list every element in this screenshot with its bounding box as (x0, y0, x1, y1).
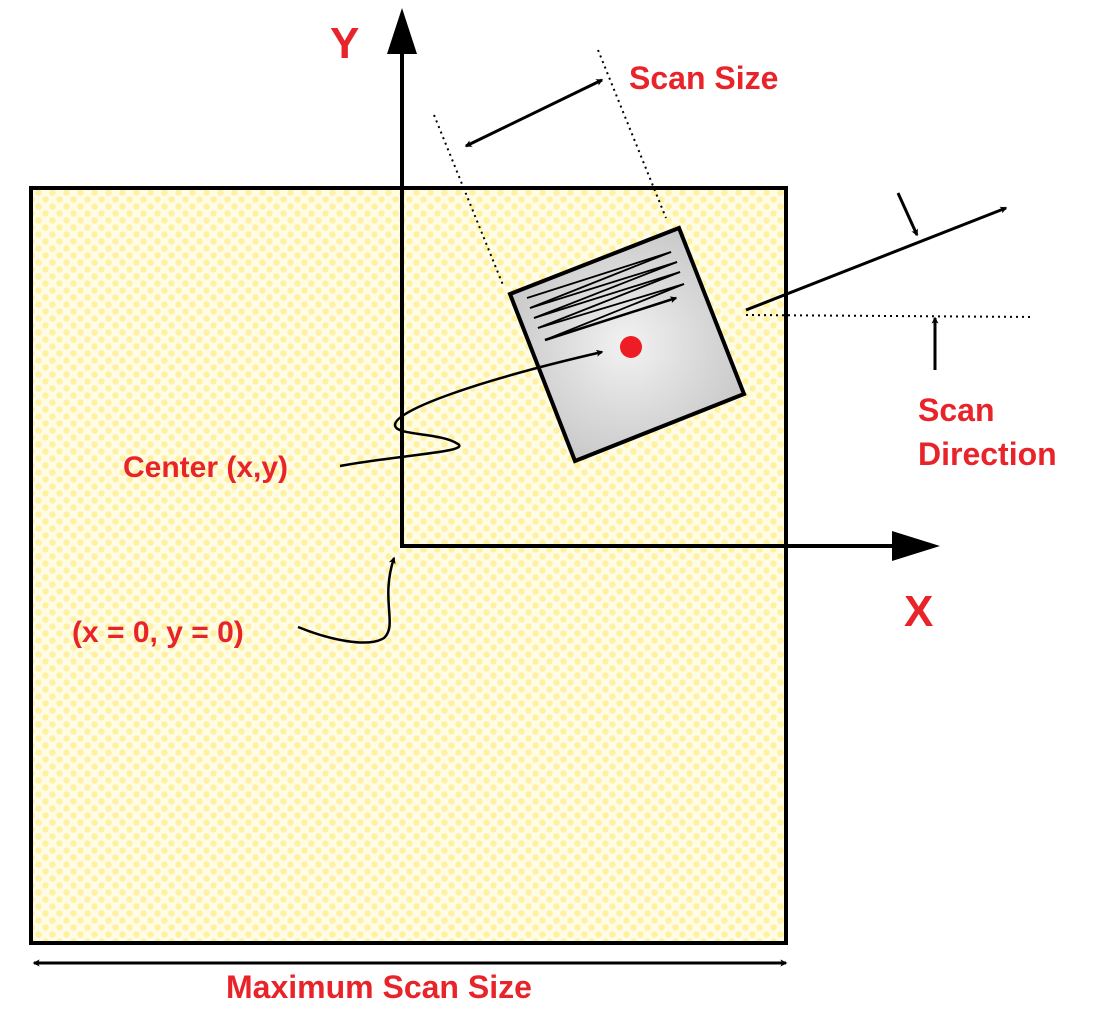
scan-direction-reference-line (746, 315, 1034, 317)
scan-size-arrow (466, 80, 602, 146)
origin-label: (x = 0, y = 0) (72, 616, 244, 649)
center-dot (620, 336, 642, 358)
scan-direction-label-line1: Scan (918, 392, 995, 428)
center-label: Center (x,y) (123, 451, 289, 484)
scan-direction-label-line2: Direction (918, 436, 1057, 472)
y-axis-label: Y (330, 19, 360, 68)
max-scan-size-label: Maximum Scan Size (226, 969, 532, 1005)
x-axis-arrowhead (892, 531, 940, 561)
angle-marker-top (898, 193, 917, 235)
scan-size-label: Scan Size (629, 60, 779, 96)
y-axis-arrowhead (387, 8, 417, 54)
x-axis-label: X (904, 587, 934, 636)
